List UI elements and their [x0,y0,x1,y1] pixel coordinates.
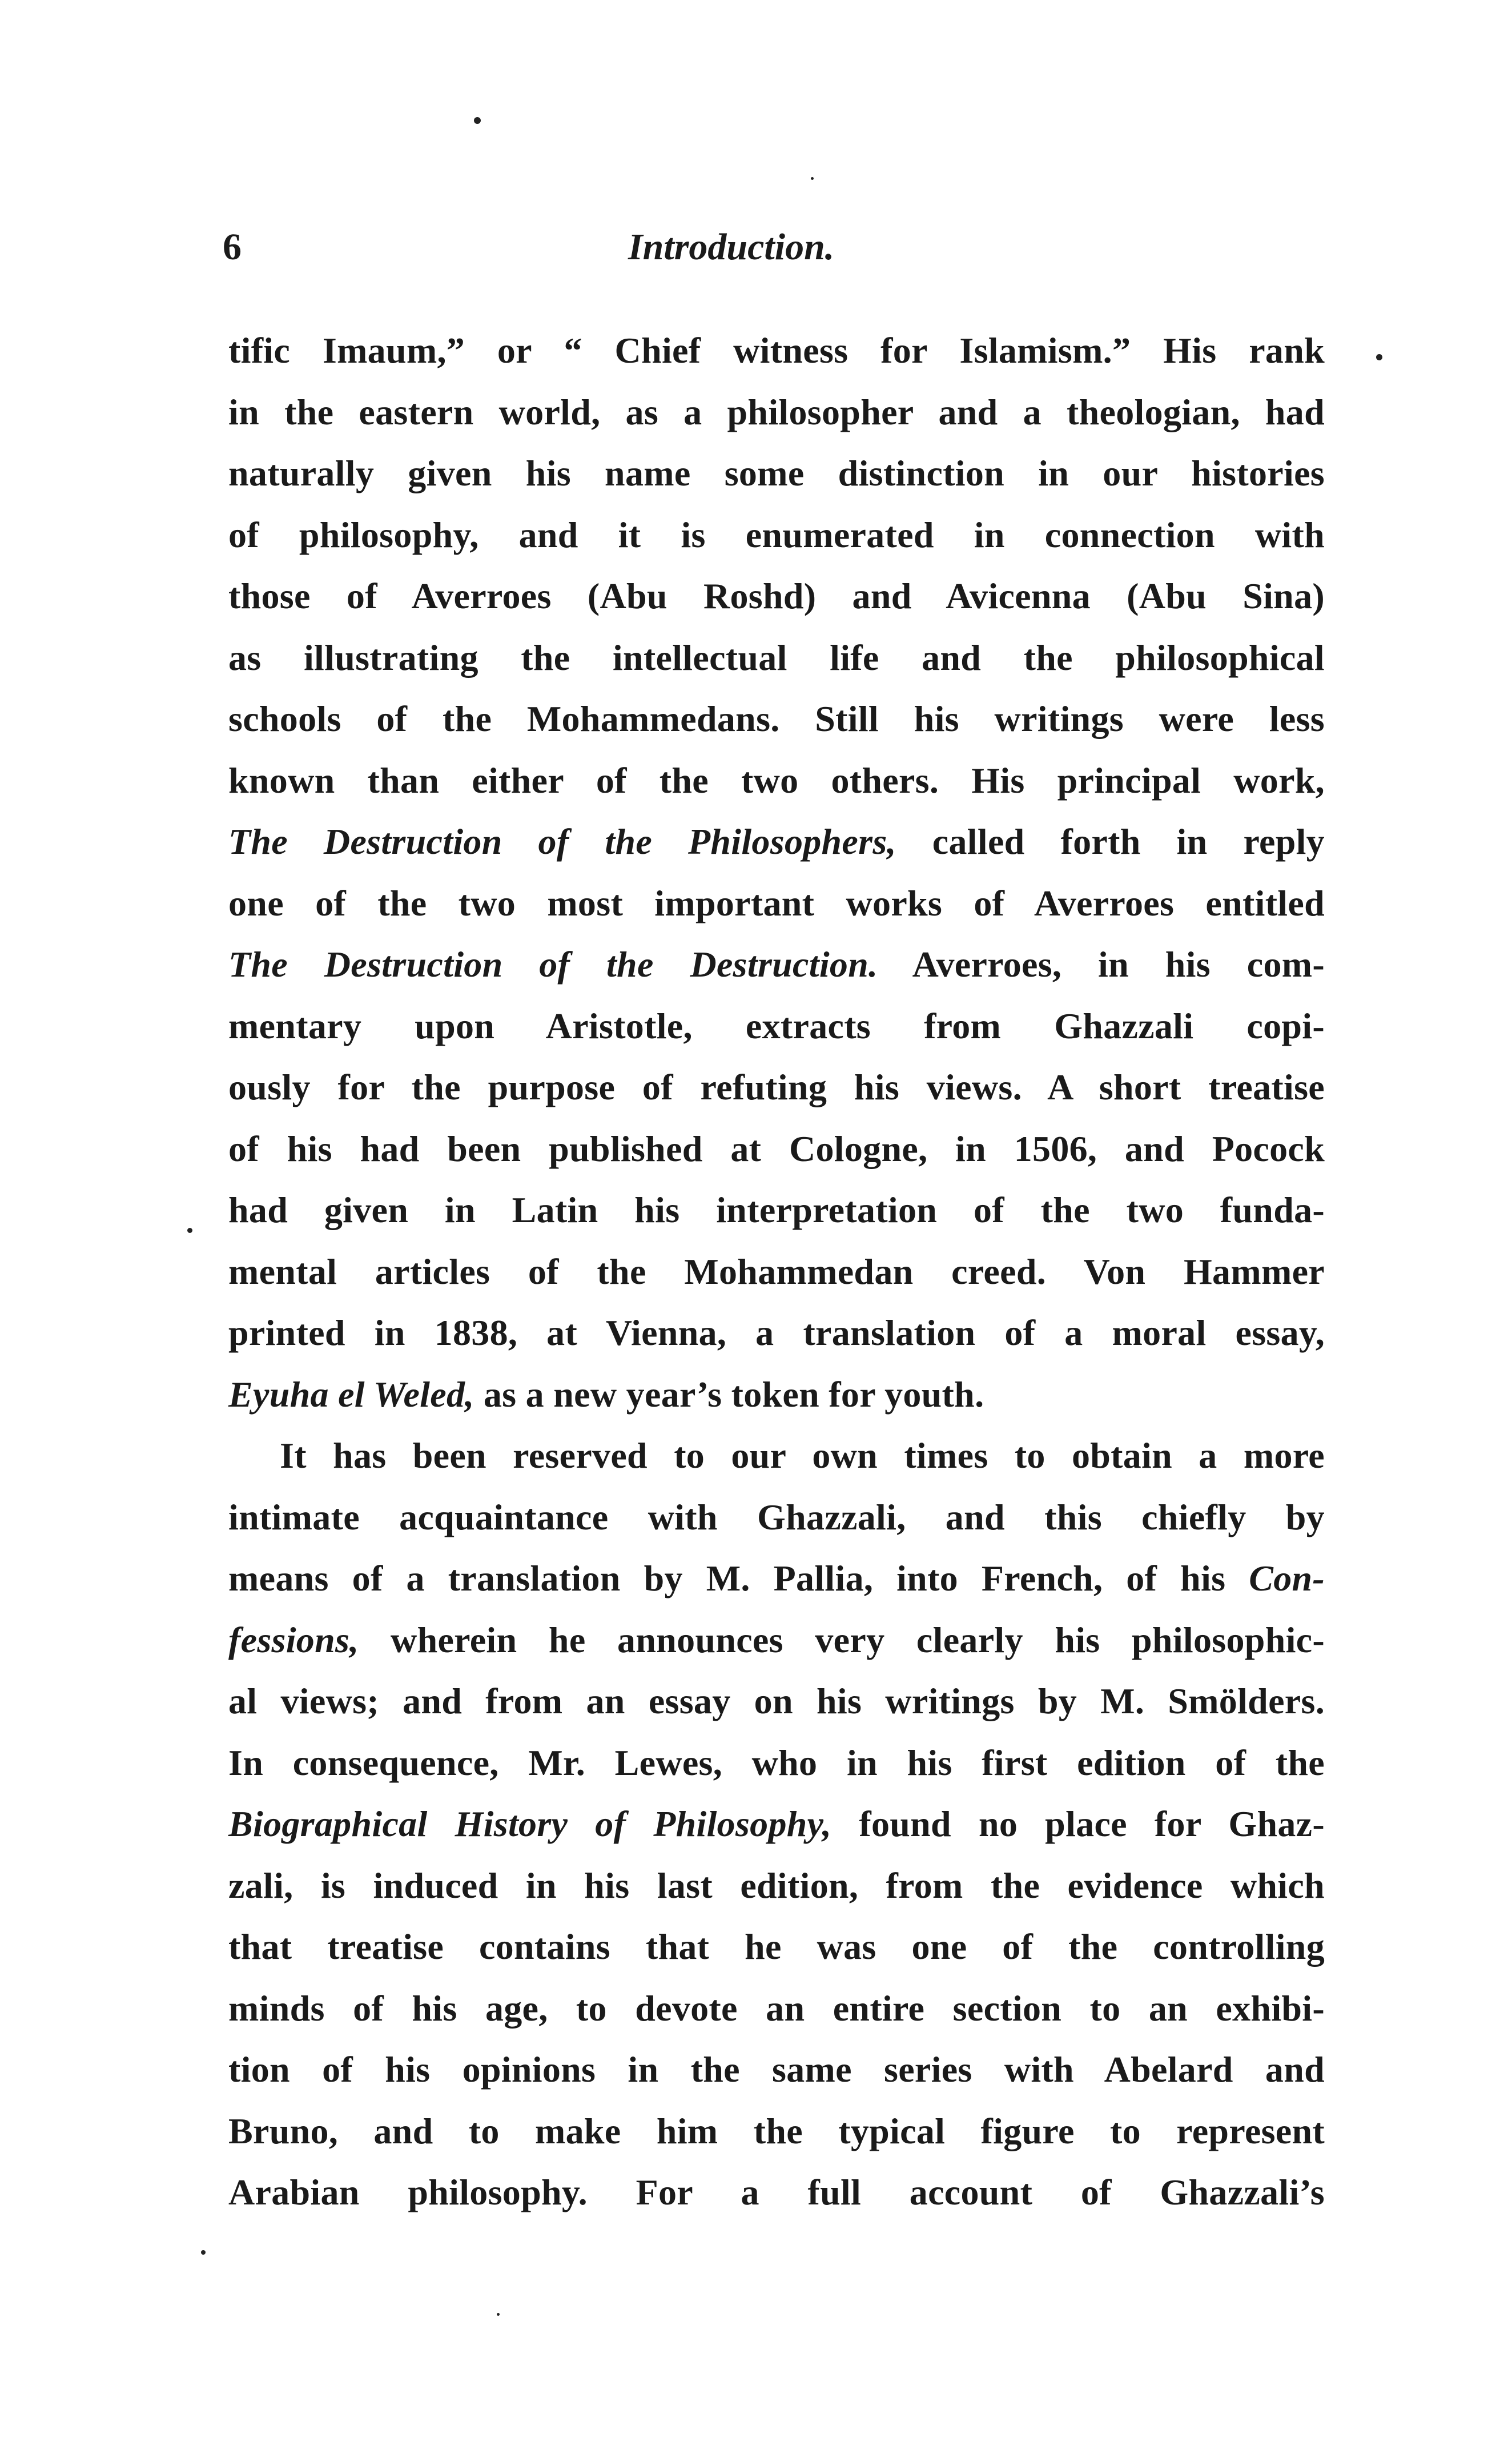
italic-title-text: fessions, [228,1619,359,1660]
text-line [228,1179,1325,1241]
text-line [228,750,1325,812]
line-text: zali, is induced in his last edition, from the evidence which [228,1865,1325,1906]
line-text: one of the two most important works of Averroes entitled [228,882,1325,923]
text-line [228,504,1325,566]
line-text: In consequence, Mr. Lewes, who in his first edition of the [228,1742,1325,1783]
line-text: of philosophy, and it is enumerated in connection with [228,514,1325,555]
line-text: found no place for Ghaz- [831,1804,1325,1844]
scan-speck [474,117,481,124]
line-text: Averroes, in his com- [878,944,1325,985]
line-text: It has been reserved to our own times to obtain a more [280,1435,1325,1476]
scan-speck [497,2313,500,2316]
line-text: al views; and from an essay on his writings by M. Smölders. [228,1681,1325,1721]
text-line [228,1916,1325,1978]
text-line [228,1241,1325,1303]
text-line [228,1548,1325,1609]
text-line [228,1793,1325,1855]
running-title: Introduction. [628,226,835,268]
text-line [228,2100,1325,2162]
italic-title-text: Biographical History of Philosophy, [228,1804,832,1844]
line-text: called forth in reply [896,821,1325,862]
text-line [228,1425,1325,1487]
text-line [228,1670,1325,1732]
line-text: wherein he announces very clearly his philosophic- [359,1619,1325,1660]
text-line [228,565,1325,627]
line-text: in the eastern world, as a philosopher and a theologian, had [228,391,1325,432]
italic-title-text: The Destruction of the Philosophers, [228,821,896,862]
line-text: Arabian philosophy. For a full account of Ghazzali’s [228,2172,1325,2212]
line-text: as illustrating the intellectual life and the philosophical [228,637,1325,678]
line-text: had given in Latin his interpretation of the two funda- [228,1190,1325,1230]
text-line [228,934,1325,995]
scan-speck [811,177,814,180]
text-line [228,1978,1325,2039]
running-head [223,226,1342,277]
text-line [228,1057,1325,1118]
text-line [228,995,1325,1057]
line-text: ously for the purpose of refuting his views. A short treatise [228,1067,1325,1107]
line-text: schools of the Mohammedans. Still his writings were less [228,698,1325,739]
line-text: known than either of the two others. His principal work, [228,760,1325,801]
line-text: means of a translation by M. Pallia, into French, of his [228,1558,1249,1598]
line-text: intimate acquaintance with Ghazzali, and this chiefly by [228,1496,1325,1537]
text-line [228,627,1325,689]
italic-title-text: Eyuha el Weled, [228,1373,474,1415]
line-text: those of Averroes (Abu Roshd) and Avicenna (Abu Sina) [228,576,1325,616]
scan-speck [1376,354,1382,360]
line-text: mentary upon Aristotle, extracts from Ghazzali copi- [228,1005,1325,1046]
text-line [228,381,1325,443]
text-line [228,1732,1325,1794]
line-text: Bruno, and to make him the typical figure to represent [228,2110,1325,2151]
line-text: tion of his opinions in the same series with Abelard and [228,2049,1325,2090]
text-line [228,1855,1325,1917]
line-text: that treatise contains that he was one of the controlling [228,1926,1325,1967]
text-line [228,443,1325,504]
line-text: printed in 1838, at Vienna, a translation of a moral essay, [228,1312,1325,1353]
line-text: naturally given his name some distinction in our histories [228,453,1325,493]
italic-title-text: The Destruction of the Destruction. [228,944,878,985]
text-line [228,688,1325,750]
italic-title-text: Con- [1249,1558,1325,1598]
body-text [228,320,1325,2223]
text-line [228,1364,1325,1425]
line-text: of his had been published at Cologne, in 1506, and Pocock [228,1128,1325,1169]
text-line [228,873,1325,934]
text-line [228,2039,1325,2100]
text-line [228,320,1325,381]
text-line [228,811,1325,873]
text-line [228,1609,1325,1671]
page-number: 6 [223,226,242,268]
line-text: mental articles of the Mohammedan creed. Von Hammer [228,1251,1325,1292]
text-line [228,2162,1325,2223]
scan-speck [187,1228,192,1233]
line-text: minds of his age, to devote an entire section to an exhibi- [228,1987,1325,2029]
text-line [228,1487,1325,1548]
text-line [228,1302,1325,1364]
line-text: tific Imaum,” or “ Chief witness for Islamism.” His rank [228,330,1325,371]
line-text: as a new year’s token for youth. [474,1373,984,1415]
scan-speck [201,2250,206,2255]
text-line [228,1118,1325,1180]
